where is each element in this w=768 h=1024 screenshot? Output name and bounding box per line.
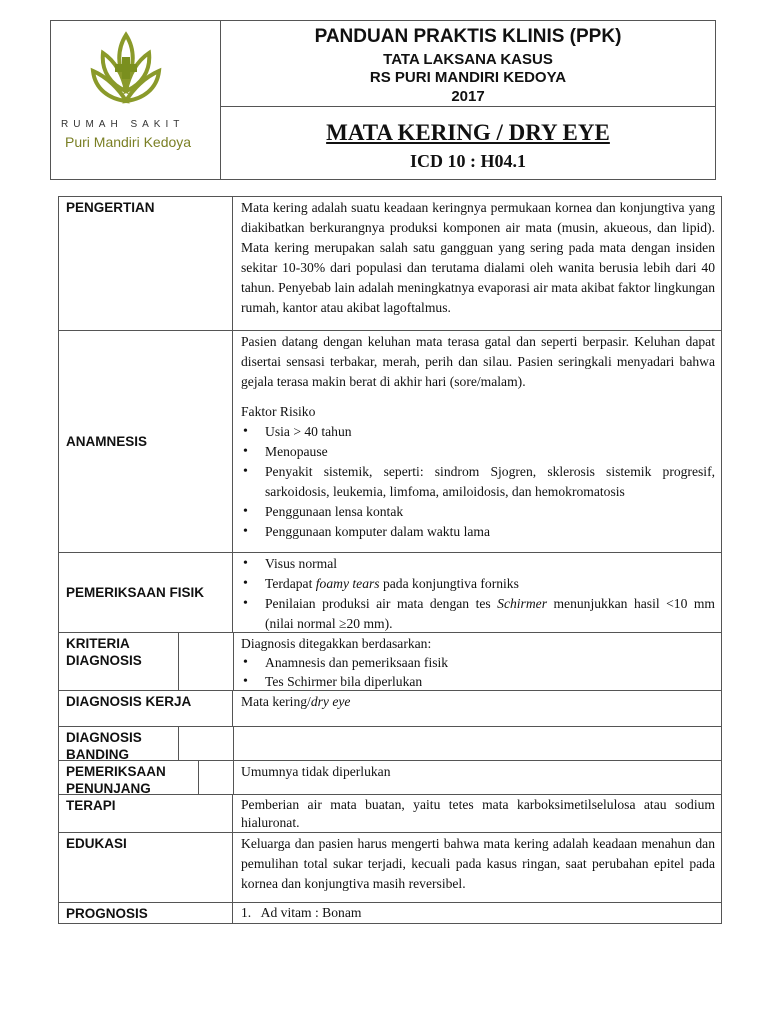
list-item: • Menopause <box>241 442 715 462</box>
content-pemeriksaan-fisik <box>233 553 721 632</box>
list-item-text: Terdapat <box>265 576 316 591</box>
label-pengertian: PENGERTIAN <box>59 197 233 330</box>
list-item: 1. Ad vitam : Bonam <box>241 905 362 920</box>
row-prognosis <box>59 903 721 923</box>
diagnosis-kerja-emphasis: dry eye <box>310 694 351 709</box>
row-pemeriksaan-fisik <box>59 553 721 633</box>
terapi-text: Pemberian air mata buatan, yaitu tetes mata karboksimetilselulosa atau sodium hialuronat. <box>241 797 715 830</box>
label-edukasi: EDUKASI <box>59 833 233 902</box>
content-kriteria-diagnosis <box>233 633 721 690</box>
list-item: • Usia > 40 tahun <box>241 422 715 442</box>
row-anamnesis <box>59 331 721 553</box>
label-anamnesis <box>59 331 233 552</box>
anamnesis-text: Pasien datang dengan keluhan mata terasa gatal dan seperti berpasir. Keluhan dapat disertai sensasi terbakar, merah, perih dan silau. Pasien seringkali menyadari bahwa gejala terasa makin berat di akhir hari (sore/malam). <box>241 334 715 389</box>
list-item: • Penyakit sistemik, seperti: sindrom Sjogren, sklerosis sistemik progresif, sarkoidosis, leukemia, limfoma, amiloidosis, dan hemokromatosis <box>241 462 715 502</box>
list-item: • Anamnesis dan pemeriksaan fisik <box>241 653 715 672</box>
label-pemeriksaan-fisik-text: PEMERIKSAAN FISIK <box>66 585 205 600</box>
list-item: • Tes Schirmer bila diperlukan <box>241 672 715 691</box>
list-item-emphasis: Schirmer <box>497 596 547 611</box>
penunjang-text: Umumnya tidak diperlukan <box>241 764 391 779</box>
topic-title: MATA KERING / DRY EYE <box>326 120 610 145</box>
row-diagnosis-kerja <box>59 691 721 727</box>
physical-exam-list <box>241 554 715 634</box>
content-pengertian <box>233 197 721 330</box>
list-item <box>241 574 715 594</box>
hospital-logo <box>51 21 221 179</box>
row-pengertian <box>59 197 721 331</box>
content-diagnosis-banding <box>233 727 721 760</box>
row-diagnosis-banding <box>59 727 721 761</box>
diagnosis-kerja-text <box>241 692 715 712</box>
label-terapi: TERAPI <box>59 795 233 832</box>
kriteria-intro: Diagnosis ditegakkan berdasarkan: <box>241 636 432 651</box>
row-pemeriksaan-penunjang <box>59 761 721 795</box>
icd-code: ICD 10 : H04.1 <box>410 151 526 171</box>
content-edukasi <box>233 833 721 902</box>
document-title: PANDUAN PRAKTIS KLINIS (PPK) <box>314 26 622 47</box>
list-item: • Penggunaan komputer dalam waktu lama <box>241 522 715 542</box>
list-item-text: pada konjungtiva forniks <box>379 576 519 591</box>
edukasi-text: Keluarga dan pasien harus mengerti bahwa mata kering adalah keadaan menahun dan pemulihan total sukar terjadi, kecuali pada kasus ringan, saat perubahan epitel pada kornea dan konjungtiva masih reversibel. <box>241 836 715 891</box>
row-kriteria-diagnosis <box>59 633 721 691</box>
clinical-guideline-table <box>58 196 722 924</box>
document-subtitle: TATA LAKSANA KASUS <box>383 51 553 68</box>
risk-factor-list <box>241 422 715 542</box>
list-item: • Penggunaan lensa kontak <box>241 502 715 522</box>
label-diagnosis-banding: DIAGNOSIS BANDING <box>59 727 179 760</box>
risk-factor-title: Faktor Risiko <box>241 404 316 419</box>
list-item-text: menunjukkan hasil <10 mm (nilai normal ≥20 mm). <box>265 596 715 631</box>
label-pemeriksaan-penunjang: PEMERIKSAAN PENUNJANG <box>59 761 199 794</box>
content-terapi <box>233 795 721 832</box>
label-pemeriksaan-fisik <box>59 553 233 632</box>
row-edukasi <box>59 833 721 903</box>
label-prognosis: PROGNOSIS <box>59 903 233 923</box>
list-item-text: Penilaian produksi air mata dengan tes <box>265 596 498 611</box>
kriteria-list <box>241 653 715 691</box>
document-year: 2017 <box>451 88 485 105</box>
row-terapi <box>59 795 721 833</box>
label-kriteria-diagnosis: KRITERIA DIAGNOSIS <box>59 633 179 690</box>
content-diagnosis-kerja <box>233 691 721 726</box>
header-title-cell <box>221 21 715 107</box>
logo-rumah-sakit-text: RUMAH SAKIT <box>61 119 185 130</box>
diagnosis-kerja-main: Mata kering/ <box>241 694 311 709</box>
hospital-name: RS PURI MANDIRI KEDOYA <box>369 69 567 86</box>
content-pemeriksaan-penunjang <box>233 761 721 794</box>
list-item-emphasis: foamy tears <box>315 576 380 591</box>
lotus-cross-logo-icon <box>87 27 165 107</box>
content-prognosis <box>233 903 721 923</box>
document-header <box>50 20 716 180</box>
label-anamnesis-text: ANAMNESIS <box>66 434 148 449</box>
prognosis-list <box>241 904 715 922</box>
label-diagnosis-kerja: DIAGNOSIS KERJA <box>59 691 233 726</box>
list-item: • Visus normal <box>241 554 715 574</box>
pengertian-text: Mata kering adalah suatu keadaan keringnya permukaan kornea dan konjungtiva yang diakibatkan berkurangnya produksi komponen air mata (musin, akueous, dan lipid). Mata kering merupakan salah satu gangguan yang sering pada mata dengan insiden sekitar 10-30% dari populasi dan terutama dialami oleh wanita berusia lebih dari 40 tahun. Penyebab lain adalah meningkatnya evaporasi air mata akibat faktor lingkungan rumah, kantor atau akibat lagoftalmus. <box>241 200 715 315</box>
logo-hospital-name: Puri Mandiri Kedoya <box>65 134 192 150</box>
header-topic-cell <box>221 107 715 179</box>
content-anamnesis <box>233 331 721 552</box>
list-item <box>241 594 715 634</box>
